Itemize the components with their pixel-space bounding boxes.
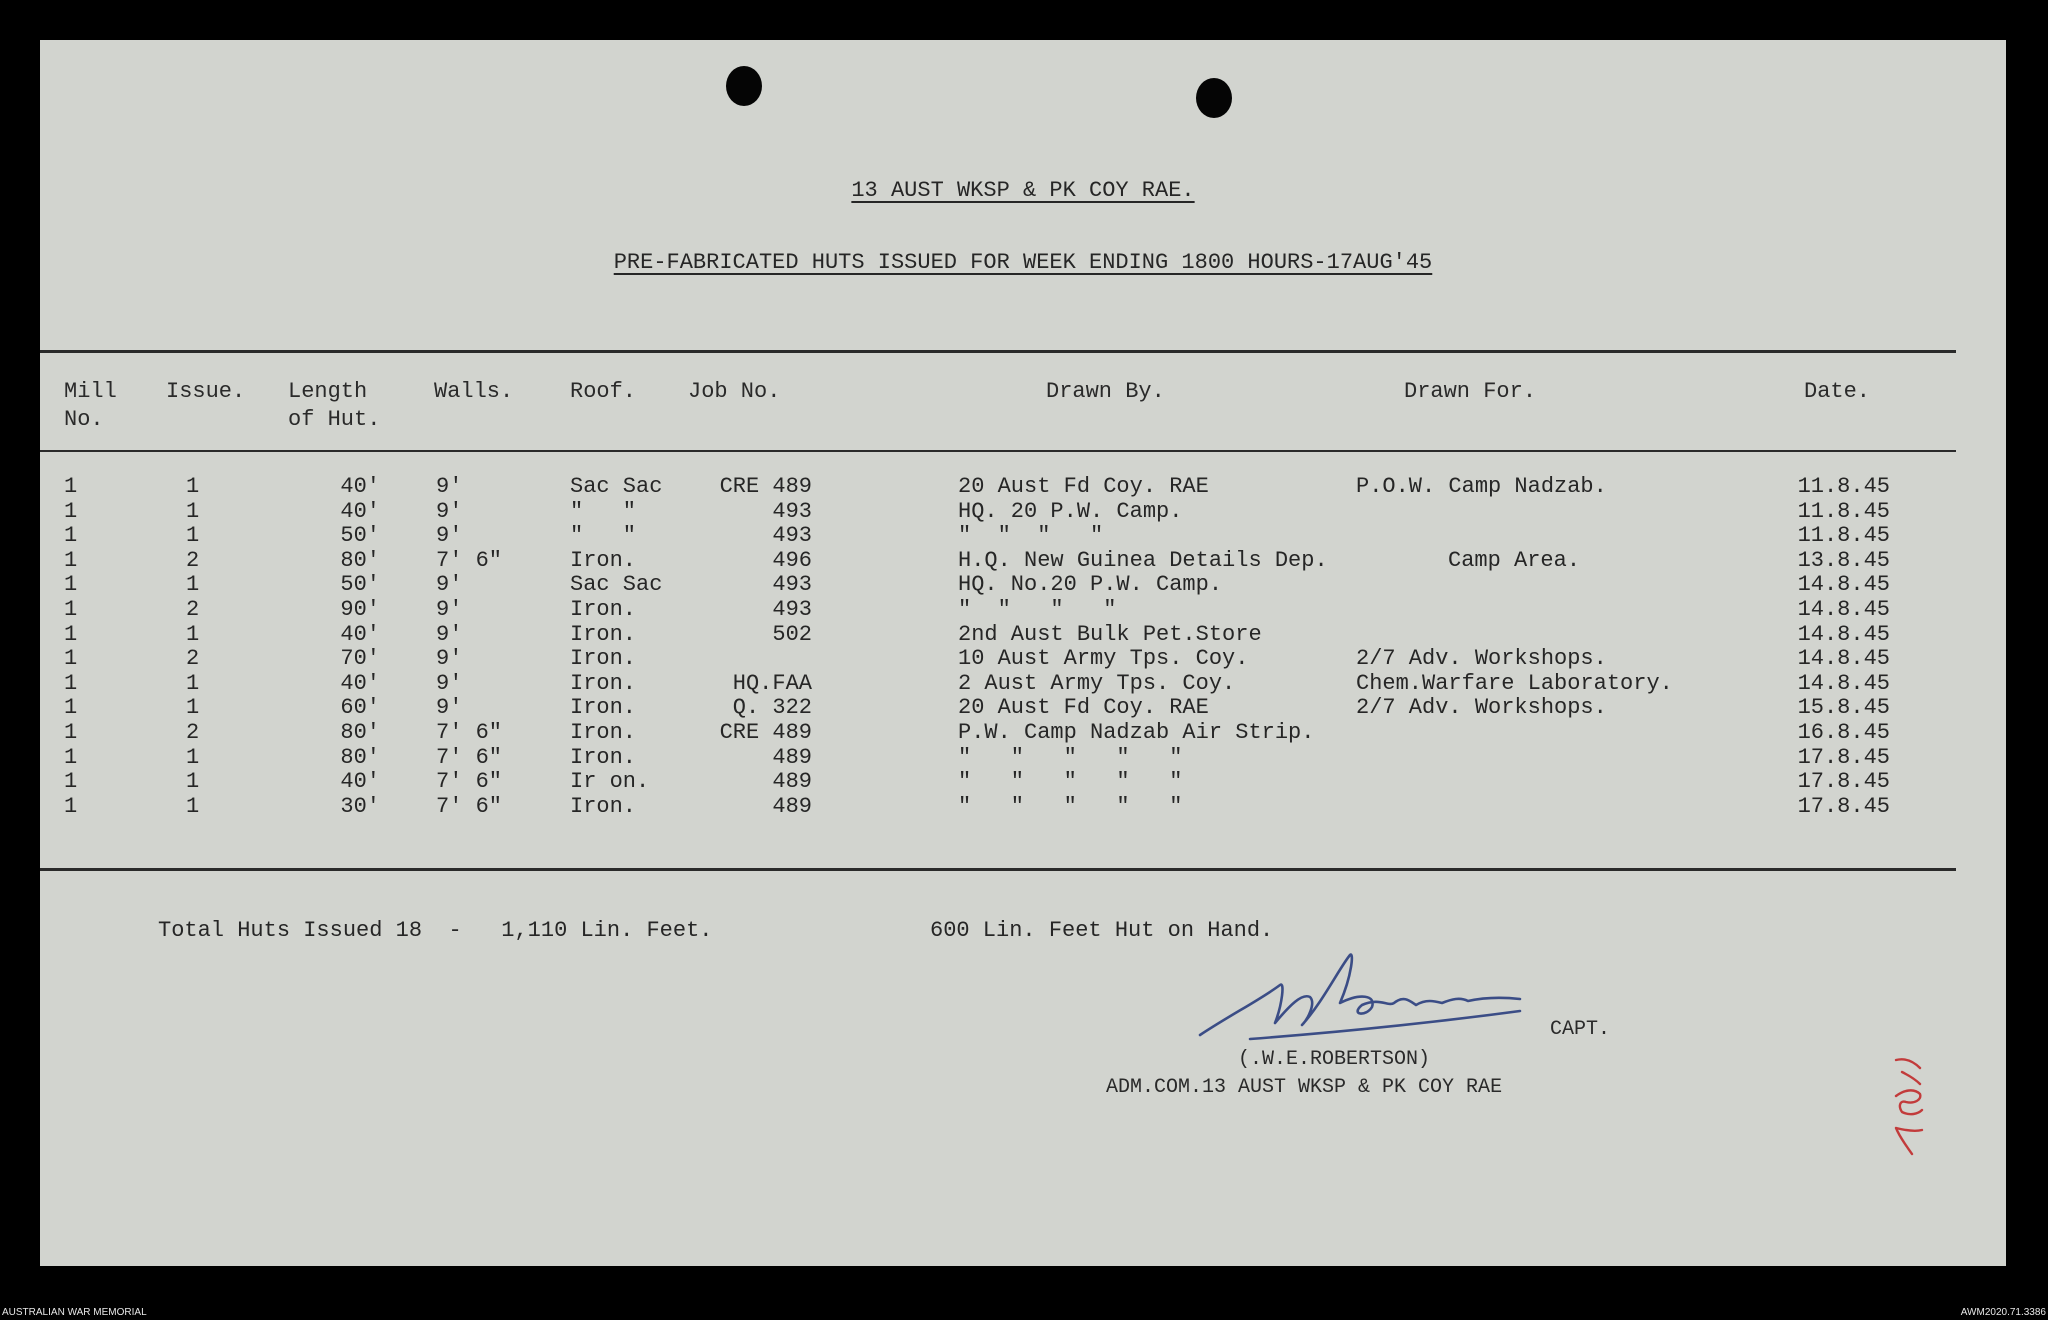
cell-walls: 7' 6" xyxy=(436,769,503,795)
cell-job-no: CRE 489 xyxy=(719,720,812,745)
cell-issue: 1 xyxy=(186,744,200,770)
header-mill-no: Mill No. xyxy=(64,379,117,432)
cell-mill-no: 1 xyxy=(64,720,78,745)
cell-mill-no: 1 xyxy=(64,646,78,672)
cell-job-no: 489 xyxy=(772,793,812,819)
signatory-appointment: ADM.COM.13 AUST WKSP & PK COY RAE xyxy=(1106,1076,1503,1099)
cell-walls: 7' 6" xyxy=(436,744,503,770)
cell-walls: 9' xyxy=(436,646,463,672)
cell-walls: 9' xyxy=(436,523,463,549)
cell-roof: Iron. xyxy=(570,720,637,745)
cell-issue: 2 xyxy=(186,547,200,573)
cell-drawn-for: P.O.W. Camp Nadzab. xyxy=(1356,474,1607,499)
cell-length: 40' xyxy=(340,498,380,524)
cell-drawn-by: H.Q. New Guinea Details Dep. xyxy=(958,547,1328,573)
document-page xyxy=(40,40,2006,1266)
cell-drawn-by: 2 Aust Army Tps. Coy. xyxy=(958,670,1236,696)
cell-roof: Sac Sac xyxy=(570,572,663,598)
cell-mill-no: 1 xyxy=(64,769,78,795)
table-row xyxy=(40,597,1956,622)
cell-drawn-for: 2/7 Adv. Workshops. xyxy=(1356,695,1607,721)
cell-job-no: 493 xyxy=(772,523,812,549)
cell-drawn-by: HQ. 20 P.W. Camp. xyxy=(958,498,1183,524)
header-rule xyxy=(40,450,1956,452)
cell-issue: 1 xyxy=(186,572,200,598)
table-row xyxy=(40,548,1956,573)
cell-date: 14.8.45 xyxy=(1797,621,1890,647)
table-row xyxy=(40,523,1956,548)
cell-issue: 1 xyxy=(186,523,200,549)
cell-roof: Sac Sac xyxy=(570,474,663,499)
table-row xyxy=(40,695,1956,720)
cell-roof: " " xyxy=(570,498,637,524)
cell-roof: Iron. xyxy=(570,695,637,721)
cell-length: 40' xyxy=(340,670,380,696)
cell-length: 80' xyxy=(340,547,380,573)
header-walls: Walls. xyxy=(434,379,514,404)
cell-date: 11.8.45 xyxy=(1797,523,1890,549)
cell-issue: 1 xyxy=(186,769,200,795)
cell-issue: 1 xyxy=(186,670,200,696)
cell-drawn-by: HQ. No.20 P.W. Camp. xyxy=(958,572,1223,598)
punch-hole xyxy=(1196,78,1232,118)
cell-drawn-by: 20 Aust Fd Coy. RAE xyxy=(958,695,1209,721)
cell-drawn-by: " " " " xyxy=(958,523,1104,549)
header-date: Date. xyxy=(1804,379,1871,404)
cell-length: 40' xyxy=(340,621,380,647)
cell-walls: 7' 6" xyxy=(436,720,503,745)
cell-length: 40' xyxy=(340,769,380,795)
cell-issue: 1 xyxy=(186,474,200,499)
cell-drawn-by: " " " " " xyxy=(958,793,1183,819)
cell-length: 80' xyxy=(340,744,380,770)
cell-mill-no: 1 xyxy=(64,670,78,696)
cell-roof: Iron. xyxy=(570,597,637,622)
cell-date: 11.8.45 xyxy=(1797,498,1890,524)
cell-date: 14.8.45 xyxy=(1797,670,1890,696)
cell-walls: 9' xyxy=(436,572,463,598)
cell-issue: 1 xyxy=(186,621,200,647)
cell-job-no: 489 xyxy=(772,769,812,795)
cell-roof: Iron. xyxy=(570,646,637,672)
cell-mill-no: 1 xyxy=(64,498,78,524)
cell-length: 30' xyxy=(340,793,380,819)
cell-walls: 9' xyxy=(436,498,463,524)
cell-job-no: CRE 489 xyxy=(719,474,812,499)
punch-hole xyxy=(726,66,762,106)
cell-walls: 7' 6" xyxy=(436,793,503,819)
cell-drawn-by: P.W. Camp Nadzab Air Strip. xyxy=(958,720,1315,745)
cell-mill-no: 1 xyxy=(64,572,78,598)
cell-job-no: 489 xyxy=(772,744,812,770)
cell-issue: 1 xyxy=(186,793,200,819)
cell-date: 11.8.45 xyxy=(1797,474,1890,499)
handwritten-folio-number xyxy=(1890,1050,1930,1160)
cell-length: 80' xyxy=(340,720,380,745)
header-drawn-for: Drawn For. xyxy=(1404,379,1537,404)
cell-roof: Iron. xyxy=(570,793,637,819)
cell-issue: 2 xyxy=(186,597,200,622)
table-row xyxy=(40,572,1956,597)
cell-date: 14.8.45 xyxy=(1797,646,1890,672)
cell-date: 17.8.45 xyxy=(1797,769,1890,795)
cell-length: 70' xyxy=(340,646,380,672)
cell-drawn-by: 2nd Aust Bulk Pet.Store xyxy=(958,621,1262,647)
cell-mill-no: 1 xyxy=(64,744,78,770)
cell-drawn-for: Chem.Warfare Laboratory. xyxy=(1356,670,1673,696)
table-bottom-rule xyxy=(40,868,1956,871)
table-row xyxy=(40,474,1956,499)
cell-job-no: 493 xyxy=(772,498,812,524)
header-issue: Issue. xyxy=(166,379,246,404)
cell-walls: 9' xyxy=(436,695,463,721)
cell-length: 40' xyxy=(340,474,380,499)
cell-date: 17.8.45 xyxy=(1797,793,1890,819)
cell-roof: Iron. xyxy=(570,670,637,696)
cell-mill-no: 1 xyxy=(64,474,78,499)
cell-walls: 9' xyxy=(436,621,463,647)
footer-reference-number: AWM2020.71.3386 xyxy=(1960,1307,2046,1318)
cell-job-no: 496 xyxy=(772,547,812,573)
table-row xyxy=(40,671,1956,696)
cell-issue: 2 xyxy=(186,646,200,672)
cell-issue: 1 xyxy=(186,498,200,524)
cell-date: 17.8.45 xyxy=(1797,744,1890,770)
cell-job-no: HQ.FAA xyxy=(732,670,812,696)
header-job-no: Job No. xyxy=(688,379,781,404)
cell-roof: Iron. xyxy=(570,744,637,770)
table-row xyxy=(40,794,1956,819)
handwritten-signature xyxy=(1190,945,1610,1055)
table-row xyxy=(40,622,1956,647)
cell-job-no: Q. 322 xyxy=(732,695,812,721)
cell-length: 90' xyxy=(340,597,380,622)
cell-mill-no: 1 xyxy=(64,547,78,573)
signatory-name: (.W.E.ROBERTSON) xyxy=(1238,1048,1431,1071)
header-length: Length of Hut. xyxy=(288,379,381,432)
cell-walls: 9' xyxy=(436,670,463,696)
table-row xyxy=(40,646,1956,671)
cell-length: 50' xyxy=(340,572,380,598)
table-row xyxy=(40,745,1956,770)
cell-length: 50' xyxy=(340,523,380,549)
cell-job-no: 502 xyxy=(772,621,812,647)
cell-issue: 2 xyxy=(186,720,200,745)
document-subtitle: PRE-FABRICATED HUTS ISSUED FOR WEEK ENDING 1800 HOURS-17AUG'45 xyxy=(613,250,1433,275)
cell-date: 14.8.45 xyxy=(1797,572,1890,598)
cell-job-no: 493 xyxy=(772,597,812,622)
header-drawn-by: Drawn By. xyxy=(1046,379,1165,404)
cell-drawn-for: Camp Area. xyxy=(1448,547,1581,573)
cell-mill-no: 1 xyxy=(64,523,78,549)
table-row xyxy=(40,720,1956,745)
signatory-rank: CAPT. xyxy=(1550,1018,1611,1041)
cell-mill-no: 1 xyxy=(64,695,78,721)
unit-title: 13 AUST WKSP & PK COY RAE. xyxy=(851,178,1195,203)
cell-issue: 1 xyxy=(186,695,200,721)
footer-archive-name: AUSTRALIAN WAR MEMORIAL xyxy=(2,1307,147,1318)
cell-roof: Iron. xyxy=(570,621,637,647)
total-huts-issued: Total Huts Issued 18 - 1,110 Lin. Feet. xyxy=(158,918,713,943)
cell-mill-no: 1 xyxy=(64,793,78,819)
cell-drawn-by: " " " " " xyxy=(958,744,1183,770)
cell-roof: Ir on. xyxy=(570,769,650,795)
cell-drawn-by: " " " " xyxy=(958,597,1117,622)
cell-mill-no: 1 xyxy=(64,597,78,622)
huts-on-hand: 600 Lin. Feet Hut on Hand. xyxy=(930,918,1274,943)
cell-date: 14.8.45 xyxy=(1797,597,1890,622)
cell-date: 15.8.45 xyxy=(1797,695,1890,721)
cell-walls: 7' 6" xyxy=(436,547,503,573)
table-row xyxy=(40,499,1956,524)
cell-job-no: 493 xyxy=(772,572,812,598)
cell-roof: Iron. xyxy=(570,547,637,573)
cell-date: 16.8.45 xyxy=(1797,720,1890,745)
cell-walls: 9' xyxy=(436,474,463,499)
cell-drawn-by: " " " " " xyxy=(958,769,1183,795)
table-top-rule xyxy=(40,350,1956,353)
cell-drawn-for: 2/7 Adv. Workshops. xyxy=(1356,646,1607,672)
cell-mill-no: 1 xyxy=(64,621,78,647)
cell-walls: 9' xyxy=(436,597,463,622)
cell-roof: " " xyxy=(570,523,637,549)
header-roof: Roof. xyxy=(570,379,637,404)
table-row xyxy=(40,769,1956,794)
cell-date: 13.8.45 xyxy=(1797,547,1890,573)
cell-drawn-by: 10 Aust Army Tps. Coy. xyxy=(958,646,1249,672)
cell-length: 60' xyxy=(340,695,380,721)
cell-drawn-by: 20 Aust Fd Coy. RAE xyxy=(958,474,1209,499)
